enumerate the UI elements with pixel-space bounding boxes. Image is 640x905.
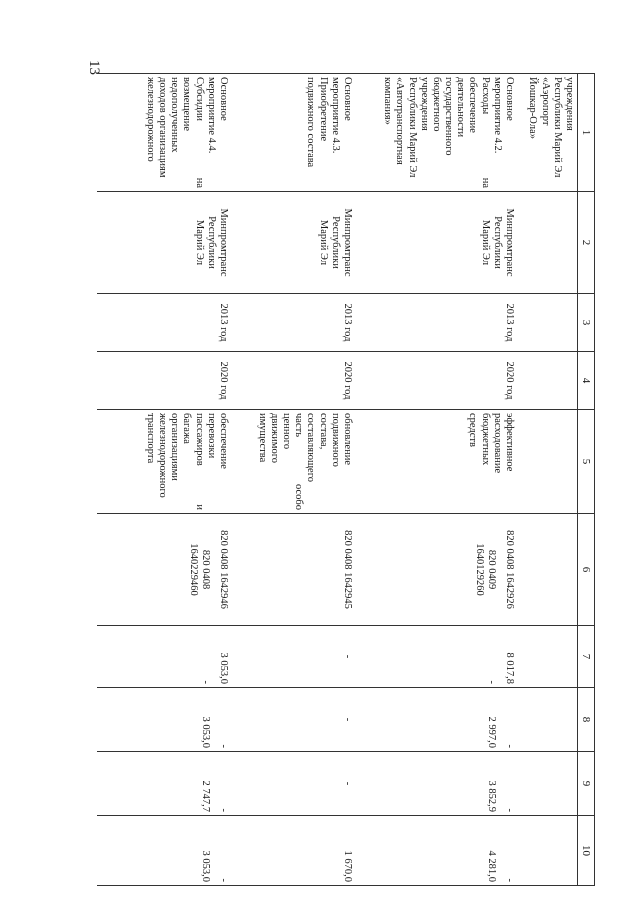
text-line: организациями	[169, 413, 181, 481]
text-line: Республики	[205, 216, 217, 269]
column-header: 2	[578, 192, 595, 294]
column-header: 4	[578, 352, 595, 410]
text-line: Минпромтранс	[342, 208, 353, 277]
text-line: Республики Марий Эл	[551, 77, 563, 178]
text-line: 8 017,8	[504, 652, 515, 684]
text-line: железнодорожного	[157, 413, 169, 498]
text-line: составляющего	[305, 413, 317, 482]
text-line: Республики Марий Эл	[406, 77, 418, 178]
text-line: Республики	[491, 216, 503, 269]
text-line: -	[504, 878, 515, 882]
text-line: транспорта	[144, 413, 156, 464]
text-line: железнодорожного	[144, 77, 156, 162]
cell-executor	[97, 192, 231, 294]
cell-result	[231, 410, 355, 514]
column-header: 7	[578, 626, 595, 688]
text-line: Марий Эл	[317, 219, 329, 266]
cell-start-year: 2013 год	[97, 294, 231, 352]
cell-amount	[97, 816, 231, 886]
text-line: Минпромтранс	[504, 208, 515, 277]
cell-end-year: 2020 год	[355, 352, 517, 410]
text-line: деятельности	[455, 77, 467, 138]
column-header: 6	[578, 514, 595, 626]
text-line: эффективное	[504, 413, 515, 472]
column-header: 5	[578, 410, 595, 514]
text-line: 820 0408 1642946	[218, 530, 229, 609]
cell-name	[231, 74, 355, 192]
text-line: 2 747,7	[199, 780, 211, 812]
text-line: -	[199, 680, 211, 684]
column-header: 8	[578, 688, 595, 752]
column-header: 9	[578, 752, 595, 816]
text-line: 3 053,0	[199, 850, 211, 882]
table-row	[97, 74, 231, 886]
cell-amount	[97, 626, 231, 688]
text-line: Приобретение	[317, 77, 329, 142]
cell-budget-code: 820 0408 1642945	[231, 514, 355, 626]
text-line: часть особо	[293, 413, 305, 510]
text-line: Марий Эл	[479, 219, 491, 266]
page-number: 13	[86, 60, 102, 75]
text-line: Марий Эл	[193, 219, 205, 266]
text-line: «Автотранспортная	[394, 77, 406, 165]
text-line: возмещение	[181, 77, 193, 132]
text-line: Расходы на	[479, 77, 491, 188]
text-line: компания»	[382, 77, 394, 125]
text-line: расходование	[491, 413, 503, 474]
cell-amount: -	[231, 626, 355, 688]
cell-amount: -	[231, 752, 355, 816]
cell-budget-code	[97, 514, 231, 626]
text-line: 3 053,0	[218, 652, 229, 684]
text-line: недополученных	[169, 77, 181, 153]
text-line: -	[504, 744, 515, 748]
text-line: состава,	[317, 413, 329, 450]
text-line: 820 0408	[199, 549, 211, 590]
text-line: «Аэропорт	[539, 77, 551, 126]
text-line: багажа	[181, 413, 193, 444]
text-line: Республики	[329, 216, 341, 269]
text-line: 1640129260	[473, 543, 485, 596]
cell-end-year: 2020 год	[97, 352, 231, 410]
text-line: учреждения	[564, 77, 575, 131]
cell-name	[355, 74, 517, 192]
text-line: 3 852,9	[485, 780, 497, 812]
cell-budget-code	[355, 514, 517, 626]
text-line: обеспечение	[467, 77, 479, 133]
text-line: движимого	[268, 413, 280, 463]
text-line: Основное	[504, 77, 515, 121]
text-line: 820 0408 1642926	[504, 530, 515, 609]
text-line: Минпромтранс	[218, 208, 229, 277]
text-line: 4 281,0	[485, 850, 497, 882]
text-line: имущества	[256, 413, 268, 463]
text-line: мероприятие 4.2.	[491, 77, 503, 154]
text-line: бюджетного	[430, 77, 442, 132]
text-line: -	[218, 808, 229, 812]
text-line: доходов организациям	[157, 77, 169, 178]
header-row	[578, 74, 595, 886]
text-line: учреждения	[418, 77, 430, 131]
cell-executor	[231, 192, 355, 294]
table-row	[231, 74, 355, 886]
cell-executor	[355, 192, 517, 294]
cell-amount: -	[231, 688, 355, 752]
text-line: 1640229460	[187, 543, 199, 596]
text-line: государственного	[443, 77, 455, 156]
text-line: мероприятие 4.3.	[329, 77, 341, 154]
text-line: Основное	[218, 77, 229, 121]
text-line: перевозки	[205, 413, 217, 459]
text-line: -	[485, 680, 497, 684]
text-line: подвижного состава	[305, 77, 317, 168]
text-line: 3 053,0	[199, 716, 211, 748]
cell-amount	[355, 688, 517, 752]
budget-table-rotated	[119, 73, 595, 885]
cell-result	[355, 410, 517, 514]
cell-amount	[97, 688, 231, 752]
cell-start-year: 2013 год	[355, 294, 517, 352]
cell-start-year: 2013 год	[231, 294, 355, 352]
cell-amount	[355, 816, 517, 886]
text-line: обеспечение	[218, 413, 229, 469]
text-line: -	[504, 808, 515, 812]
cell-amount	[355, 626, 517, 688]
column-header: 3	[578, 294, 595, 352]
text-line: Йошкар-Ола»	[527, 77, 539, 140]
text-line: мероприятие 4.4.	[205, 77, 217, 154]
text-line: 820 0409	[485, 549, 497, 590]
budget-table	[97, 73, 595, 886]
text-line: подвижного	[329, 413, 341, 467]
cell-result	[97, 410, 231, 514]
text-line: -	[218, 878, 229, 882]
table-row	[355, 74, 517, 886]
cell-name	[517, 74, 578, 192]
text-line: бюджетных	[479, 413, 491, 466]
cell-name	[97, 74, 231, 192]
text-line: средств	[467, 413, 479, 447]
text-line: Основное	[342, 77, 353, 121]
text-line: Субсидии на	[193, 77, 205, 188]
column-header: 10	[578, 816, 595, 886]
cell-amount	[355, 752, 517, 816]
text-line: обновление	[342, 413, 353, 466]
cell-end-year: 2020 год	[231, 352, 355, 410]
text-line: пассажиров и	[193, 413, 205, 510]
cell-amount: 1 670,0	[231, 816, 355, 886]
table-row-continuation	[517, 74, 578, 886]
column-header: 1	[578, 74, 595, 192]
text-line: ценного	[281, 413, 293, 450]
text-line: -	[218, 744, 229, 748]
text-line: 2 997,0	[485, 716, 497, 748]
cell-amount	[97, 752, 231, 816]
